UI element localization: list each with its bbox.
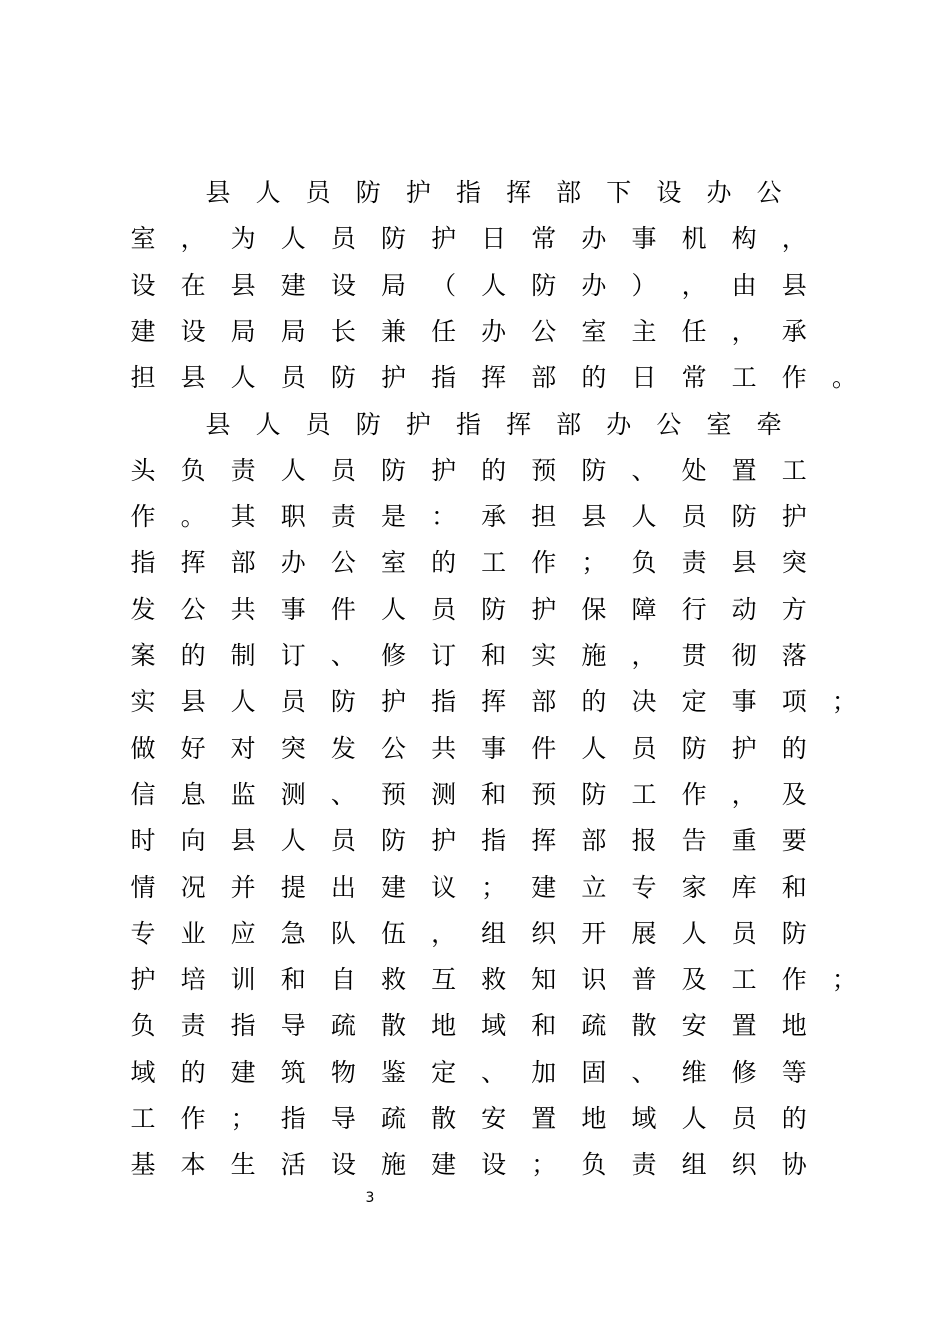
text-line: 专 业 应 急 队 伍 ， 组 织 开 展 人 员 防 (130, 918, 807, 948)
text-line: 做 好 对 突 发 公 共 事 件 人 员 防 护 的 (130, 733, 807, 763)
text-line: 设 在 县 建 设 局 （ 人 防 办 ） ， 由 县 (130, 270, 807, 300)
text-line: 担 县 人 员 防 护 指 挥 部 的 日 常 工 作 。 (130, 363, 857, 393)
text-line: 域 的 建 筑 物 鉴 定 、 加 固 、 维 修 等 (130, 1057, 807, 1087)
text-line: 发 公 共 事 件 人 员 防 护 保 障 行 动 方 (130, 594, 807, 624)
text-line: 情 况 并 提 出 建 议 ； 建 立 专 家 库 和 (130, 872, 807, 902)
text-line: 案 的 制 订 、 修 订 和 实 施 ， 贯 彻 落 (130, 641, 807, 670)
text-line: 时 向 县 人 员 防 护 指 挥 部 报 告 重 要 (130, 826, 807, 856)
text-line: 指 挥 部 办 公 室 的 工 作 ； 负 责 县 突 (130, 548, 807, 578)
text-line: 县 人 员 防 护 指 挥 部 下 设 办 公 (205, 178, 782, 207)
text-line: 护 培 训 和 自 救 互 救 知 识 普 及 工 作 ； (130, 965, 857, 995)
text-line: 作 。 其 职 责 是 ： 承 担 县 人 员 防 护 (130, 502, 807, 532)
text-line: 头 负 责 人 员 防 护 的 预 防 、 处 置 工 (130, 455, 807, 485)
text-line: 负 责 指 导 疏 散 地 域 和 疏 散 安 置 地 (130, 1011, 807, 1041)
text-line: 实 县 人 员 防 护 指 挥 部 的 决 定 事 项 ； (130, 687, 857, 717)
text-line: 基 本 生 活 设 施 建 设 ； 负 责 组 织 协 (130, 1150, 807, 1180)
text-line: 县 人 员 防 护 指 挥 部 办 公 室 牵 (205, 409, 782, 439)
text-line: 建 设 局 局 长 兼 任 办 公 室 主 任 ， 承 (130, 316, 807, 346)
text-line: 工 作 ； 指 导 疏 散 安 置 地 域 人 员 的 (130, 1104, 807, 1133)
page-number: 3 (365, 1190, 375, 1206)
text-line: 信 息 监 测 、 预 测 和 预 防 工 作 ， 及 (130, 779, 807, 809)
text-line: 室 ， 为 人 员 防 护 日 常 办 事 机 构 ， (130, 224, 807, 254)
